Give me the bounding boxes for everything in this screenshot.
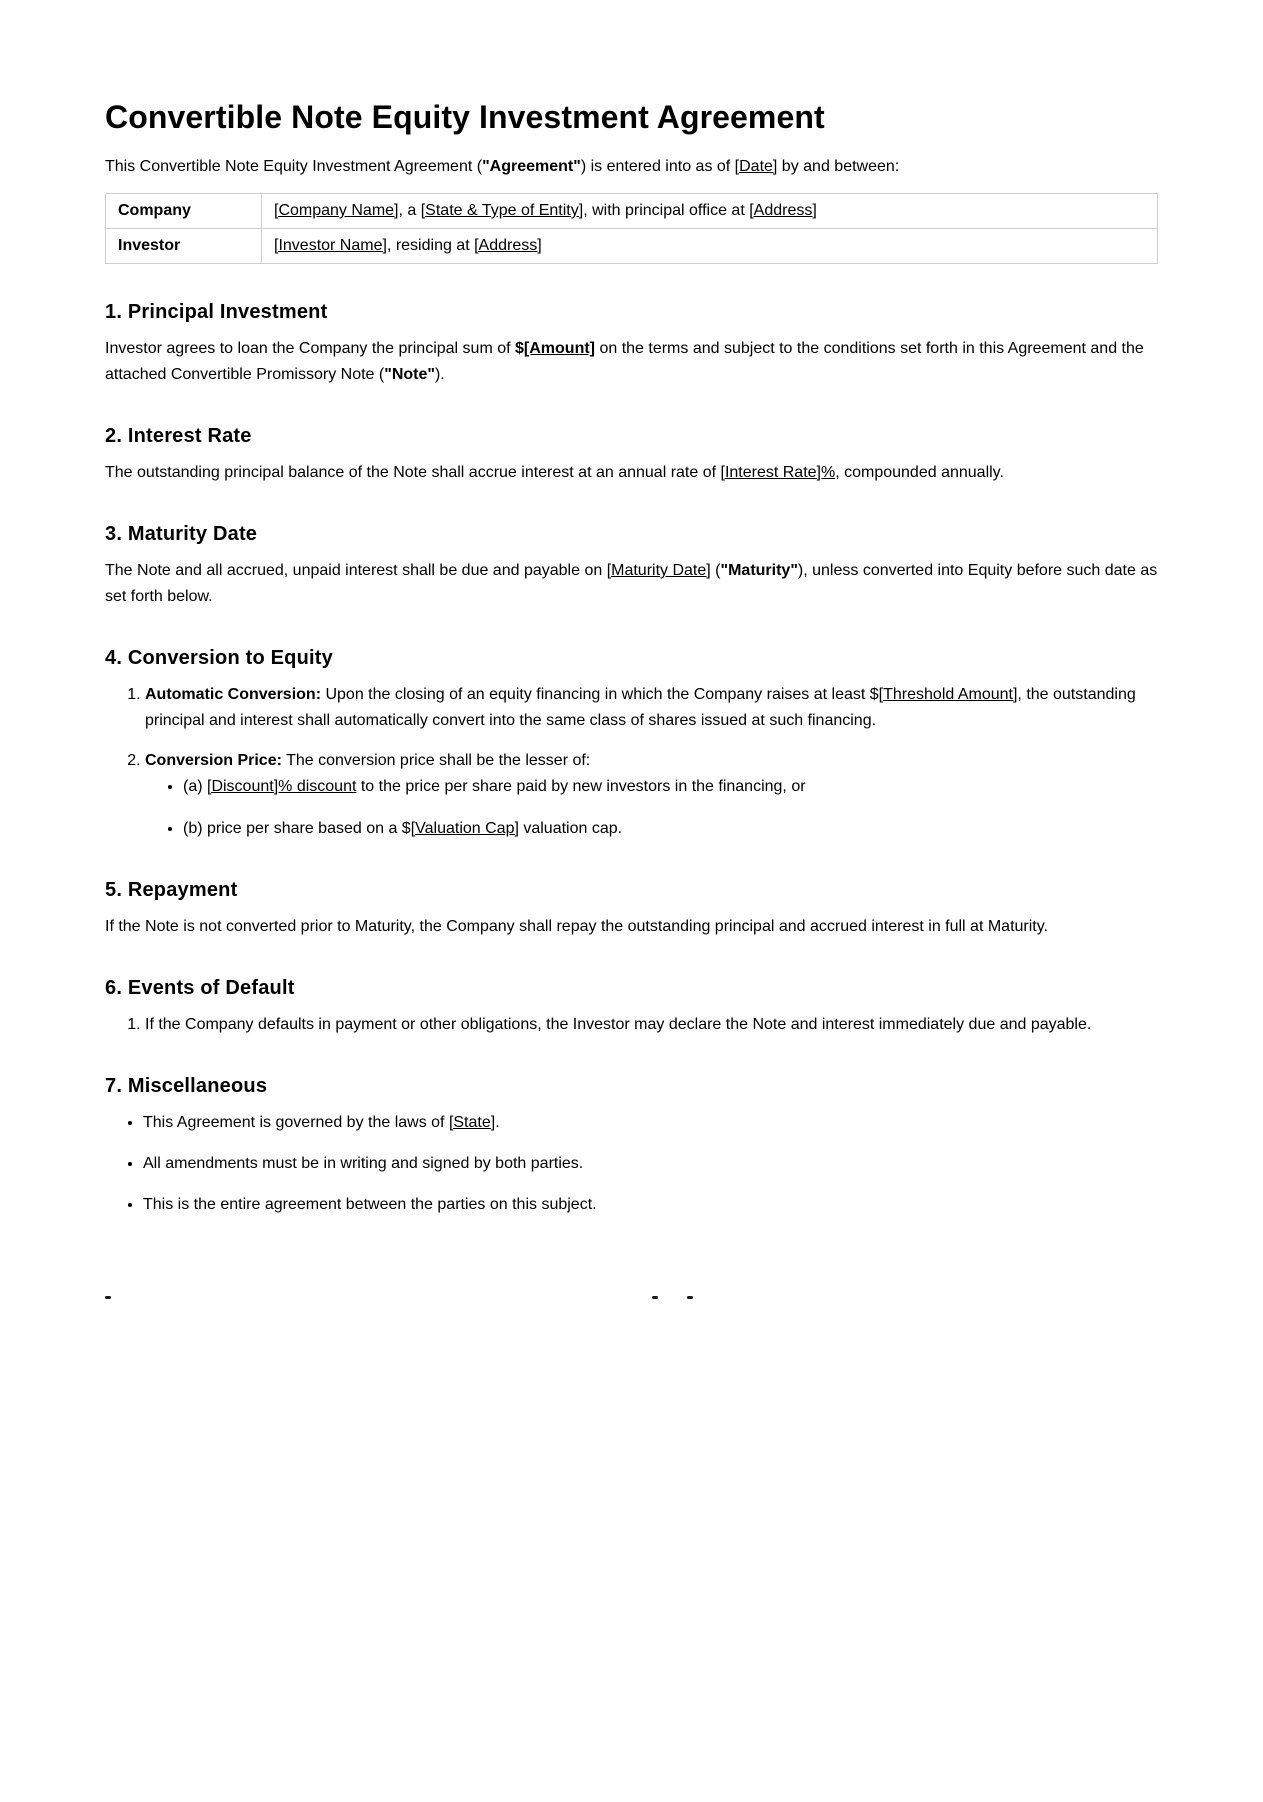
body-text: , the outstanding principal and interest shall automatically convert into the same class of shares issued at such financing. [145,686,1136,729]
discount-placeholder: [Discount]% discount [207,778,357,795]
body-text: ), unless converted into Equity before such date as set forth below. [105,562,1158,605]
amount-prefix: $ [515,340,524,357]
party-label: Investor [106,229,262,264]
section-heading: 7. Miscellaneous [105,1075,268,1097]
document-title: Convertible Note Equity Investment Agreement [105,99,825,135]
party-label: Company [106,194,262,229]
party-details [262,229,1158,264]
section-default [105,974,1158,1038]
maturity-term: "Maturity" [720,562,798,579]
body-text: Investor agrees to loan the Company the principal sum of [105,340,515,357]
section-interest [105,422,1158,486]
body-text: This Agreement is governed by the laws of [143,1114,449,1131]
party-text: , with principal office at [583,202,750,219]
agreement-term: "Agreement" [482,158,581,175]
section-principal [105,298,1158,388]
company-name-placeholder: [Company Name] [274,202,399,219]
party-row-company [106,194,1158,229]
party-text: , residing at [386,237,475,254]
section-heading: 2. Interest Rate [105,425,252,447]
section-repayment [105,876,1158,940]
section-heading: 6. Events of Default [105,977,295,999]
section-heading: 5. Repayment [105,879,238,901]
section-maturity [105,520,1158,610]
party-details [262,194,1158,229]
body-text: Upon the closing of an equity financing in which the Company raises at least $ [321,686,879,703]
party-row-investor [106,229,1158,264]
body-text: The conversion price shall be the lesser of: [281,752,591,769]
list-item: • All amendments must be in writing and signed by both parties. [143,1151,1158,1177]
interest-rate-placeholder: [Interest Rate]% [720,464,836,481]
body-text: , compounded annually. [835,464,1004,481]
state-placeholder: [State] [448,1114,496,1131]
truncated-glyph [105,1296,111,1299]
body-text: on the terms and subject to the conditions set forth in this Agreement and the attached Convertible Promissory Note ( [105,340,1144,383]
investor-address-placeholder: [Address] [474,237,542,254]
body-text: valuation cap. [518,820,623,837]
body-text: (a) [183,778,207,795]
note-term: "Note" [384,366,435,383]
body-text: . [495,1114,500,1131]
amount-field [515,340,595,357]
section-heading: 4. Conversion to Equity [105,647,333,669]
intro-text: This Convertible Note Equity Investment Agreement ( [105,158,483,175]
intro-text: ) is entered into as of [580,158,735,175]
entity-type-placeholder: [State & Type of Entity] [420,202,584,219]
company-address-placeholder: [Address] [749,202,817,219]
body-text: (b) price per share based on a $ [183,820,411,837]
body-text: The Note and all accrued, unpaid interest shall be due and payable on [105,562,607,579]
investor-name-placeholder: [Investor Name] [274,237,387,254]
section-heading: 3. Maturity Date [105,523,258,545]
body-text: The outstanding principal balance of the Note shall accrue interest at an annual rate of [105,464,721,481]
truncated-glyph [652,1296,658,1299]
list-item [143,1110,1158,1136]
misc-list [105,1110,1158,1218]
list-item [183,774,1158,800]
section-conversion [105,644,1158,842]
section-body [105,460,1158,486]
body-text: ). [434,366,445,383]
document-page [105,96,1158,1218]
intro-paragraph [105,155,1158,179]
body-text: to the price per share paid by new investors in the financing, or [356,778,806,795]
section-body [105,558,1158,610]
intro-text: by and between: [777,158,900,175]
amount-placeholder: [Amount] [523,340,595,357]
conversion-price-options [145,774,1158,842]
maturity-date-placeholder: [Maturity Date] [606,562,711,579]
conversion-list [105,682,1158,842]
item-label: Conversion Price: [145,752,282,769]
date-placeholder: [Date] [734,158,778,175]
body-text: ( [710,562,721,579]
threshold-placeholder: [Threshold Amount] [878,686,1018,703]
section-misc [105,1072,1158,1218]
truncated-glyph [687,1296,693,1299]
list-item: 1. If the Company defaults in payment or other obligations, the Investor may declare the Note and interest immediately due and payable. [145,1012,1158,1038]
item-label: Automatic Conversion: [145,686,322,703]
truncated-content-edge [105,1296,1158,1303]
default-list [105,1012,1158,1038]
section-body: If the Note is not converted prior to Maturity, the Company shall repay the outstanding principal and accrued interest in full at Maturity. [105,918,1048,935]
list-item [145,682,1158,734]
list-item [145,748,1158,842]
valuation-cap-placeholder: [Valuation Cap] [410,820,519,837]
party-text: , a [398,202,421,219]
section-body [105,336,1158,388]
parties-table [105,193,1158,264]
list-item: • This is the entire agreement between the parties on this subject. [143,1192,1158,1218]
section-heading: 1. Principal Investment [105,301,328,323]
list-item [183,816,1158,842]
